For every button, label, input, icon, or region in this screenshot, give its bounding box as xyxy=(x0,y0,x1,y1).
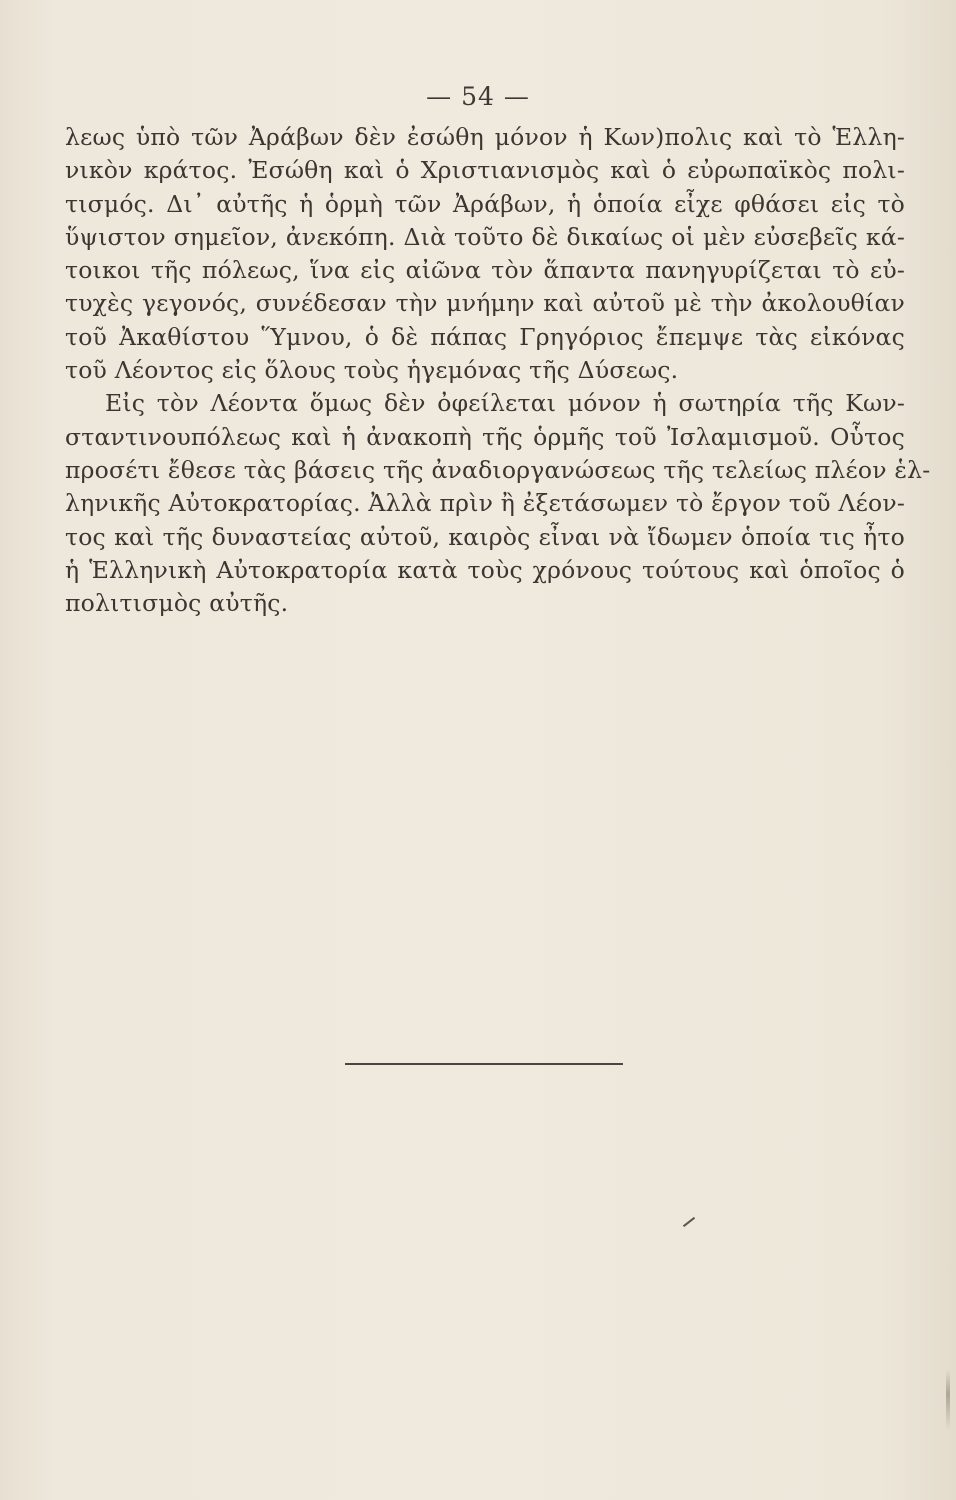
text-line: ὕψιστον σημεῖον, ἀνεκόπη. Διὰ τοῦτο δὲ δικαίως οἱ μὲν εὐσεβεῖς κά- xyxy=(65,222,905,251)
body-text xyxy=(65,121,931,620)
text-line: τος καὶ τῆς δυναστείας αὐτοῦ, καιρὸς εἶναι νὰ ἴδωμεν ὁποία τις ἦτο xyxy=(65,522,905,551)
text-line: λεως ὑπὸ τῶν Ἀράβων δὲν ἐσώθη μόνον ἡ Κων)πολις καὶ τὸ Ἑλλη- xyxy=(65,123,905,151)
text-line-paragraph-end: πολιτισμὸς αὐτῆς. xyxy=(65,589,289,618)
page-number: — 54 — xyxy=(426,82,530,111)
page-edge-stain xyxy=(946,1370,950,1430)
pencil-mark xyxy=(683,1217,695,1227)
text-line: τυχὲς γεγονός, συνέδεσαν τὴν μνήμην καὶ αὐτοῦ μὲ τὴν ἀκολουθίαν xyxy=(65,289,905,318)
text-line: τοῦ Ἀκαθίστου Ὕμνου, ὁ δὲ πάπας Γρηγόριος ἔπεμψε τὰς εἰκόνας xyxy=(65,322,905,351)
text-line: σταντινουπόλεως καὶ ἡ ἀνακοπὴ τῆς ὁρμῆς τοῦ Ἰσλαμισμοῦ. Οὗτος xyxy=(65,422,905,451)
text-line-paragraph-start: Εἰς τὸν Λέοντα ὅμως δὲν ὀφείλεται μόνον ἡ σωτηρία τῆς Κων- xyxy=(105,389,905,418)
text-line: προσέτι ἔθεσε τὰς βάσεις τῆς ἀναδιοργανώσεως τῆς τελείως πλέον ἑλ- xyxy=(65,455,931,484)
text-line: νικὸν κράτος. Ἐσώθη καὶ ὁ Χριστιανισμὸς καὶ ὁ εὐρωπαϊκὸς πολι- xyxy=(65,156,905,185)
text-line: ἡ Ἑλληνικὴ Αὐτοκρατορία κατὰ τοὺς χρόνους τούτους καὶ ὁποῖος ὁ xyxy=(65,555,905,584)
text-line: τισμός. Δι᾿ αὐτῆς ἡ ὁρμὴ τῶν Ἀράβων, ἡ ὁποία εἶχε φθάσει εἰς τὸ xyxy=(65,189,905,218)
text-line-paragraph-end: τοῦ Λέοντος εἰς ὅλους τοὺς ἡγεμόνας τῆς Δύσεως. xyxy=(65,356,679,385)
section-divider-rule xyxy=(345,1063,623,1065)
text-line: ληνικῆς Αὐτοκρατορίας. Ἀλλὰ πρὶν ἢ ἐξετάσωμεν τὸ ἔργον τοῦ Λέον- xyxy=(65,489,905,518)
text-line: τοικοι τῆς πόλεως, ἵνα εἰς αἰῶνα τὸν ἅπαντα πανηγυρίζεται τὸ εὐ- xyxy=(65,256,905,285)
